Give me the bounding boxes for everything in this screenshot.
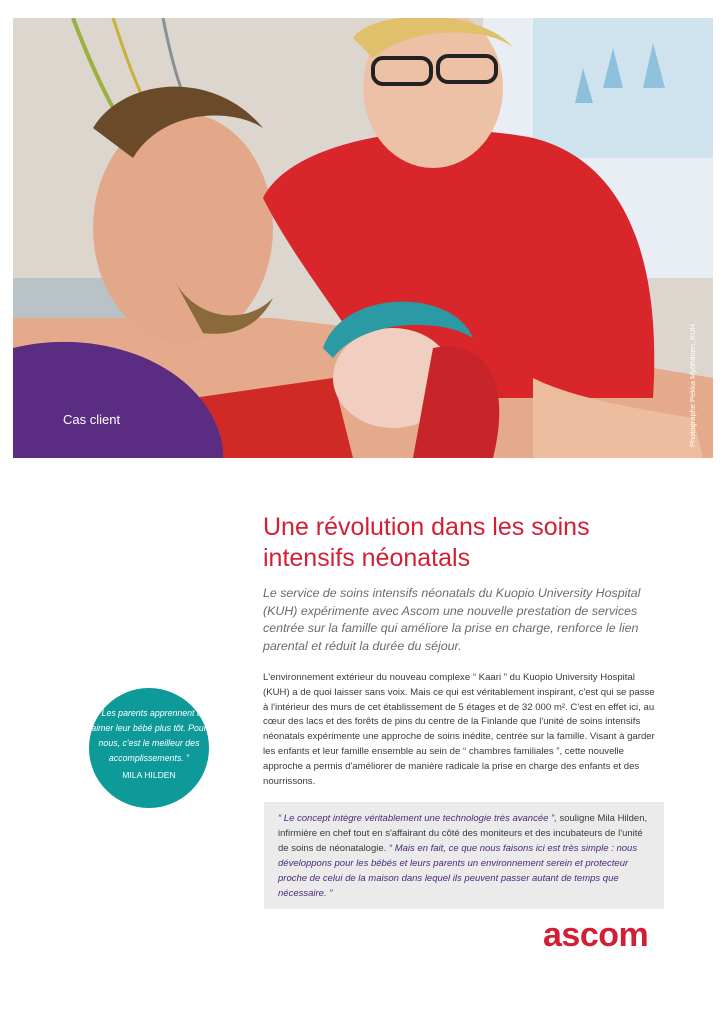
body-paragraph: L'environnement extérieur du nouveau complexe “ Kaari ” du Kuopio University Hospital (KUH) a de quoi laisser sans voix. Mais ce qui est véritablement inspirant, c'est qui se passe à l'intérieur des murs de cet établissement de 5 étages et de 32 000 m². C'est en effet ici, au cœur des lacs et des forêts de pins du centre de la Finlande que l'unité de soins intensifs néonatals expérimente une approche de soins inédite, centrée sur la famille. Visant à garder les enfants et leur famille ensemble au sein de “ chambres familiales ”, cette nouvelle approche a permis d'améliorer de manière radicale la prise en charge des enfants et des nourrissons.: [263, 672, 655, 787]
title-line-1: Une révolution dans les soins: [263, 513, 590, 541]
quote-part-1: “ Le concept intègre véritablement une technologie très avancée ”,: [278, 813, 557, 824]
article-title: [263, 512, 683, 574]
pull-quote-author: MILA HILDEN: [122, 770, 176, 780]
quote-part-2: souligne Mila Hilden, infirmière en chef tout en s'affairant du côté des moniteurs et des incubateurs de l'unité de soins de néonatalogie.: [278, 813, 648, 854]
pull-quote-text: “ Les parents apprennent à aimer leur bébé plus tôt. Pour nous, c'est le meilleur des accomplissements. ”: [91, 708, 207, 763]
hero-photo: [13, 18, 713, 458]
title-line-2: intensifs néonatals: [263, 544, 471, 572]
quote-box: [264, 802, 664, 909]
photo-credit: Photographe Pekka Myöhänen, KUH: [688, 324, 697, 447]
quote-part-3: “ Mais en fait, ce que nous faisons ici est très simple : nous développons pour les bébés et leurs parents un environnement serein et protecteur proche de celui de la maison dans lequel ils peuvent passer autant de temps que nécessaire. ”: [278, 843, 638, 899]
pull-quote-circle: [89, 688, 209, 808]
lead-paragraph: Le service de soins intensifs néonatals du Kuopio University Hospital (KUH) expérimente avec Ascom une nouvelle prestation de services centrée sur la famille qui améliore la prise en charge, renforce le lien parental et réduit la durée du séjour.: [263, 586, 641, 653]
case-study-label: Cas client: [63, 412, 121, 427]
ascom-logo: ascom: [543, 916, 649, 954]
hero-illustration: [13, 18, 713, 458]
